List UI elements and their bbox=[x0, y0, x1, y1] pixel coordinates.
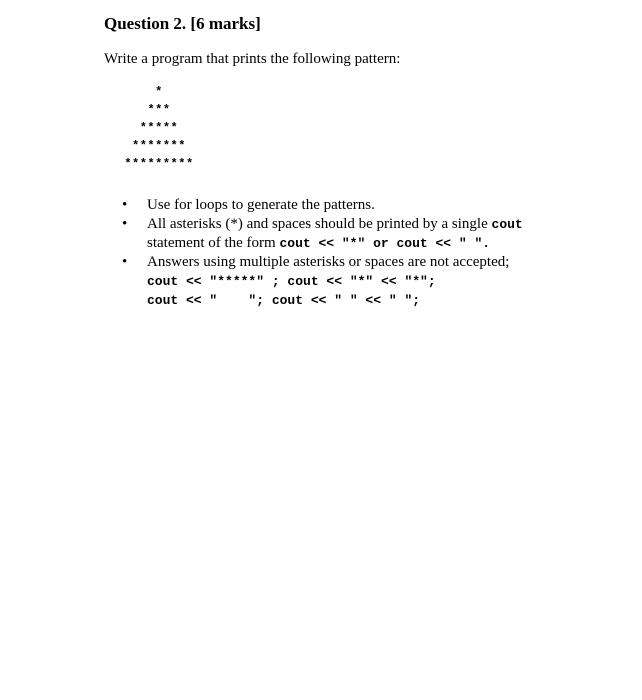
bullet-icon: • bbox=[122, 216, 128, 232]
requirement-line bbox=[147, 215, 618, 234]
pattern-row-5: ********* bbox=[124, 157, 194, 171]
bullet-icon: • bbox=[122, 254, 128, 270]
requirement-item bbox=[118, 196, 618, 215]
requirement-text: Answers using multiple asterisks or spaces are not accepted; bbox=[147, 254, 510, 270]
bullet-icon: • bbox=[122, 197, 128, 213]
question-prompt: Write a program that prints the following pattern: bbox=[104, 51, 401, 67]
requirements-list bbox=[118, 196, 618, 310]
requirement-text: Use for loops to generate the patterns. bbox=[147, 197, 375, 213]
requirement-item bbox=[118, 215, 618, 253]
code-snippet: cout bbox=[491, 217, 523, 232]
code-snippet: cout << "*" or cout << " ". bbox=[279, 236, 491, 251]
pattern-row-2: *** bbox=[147, 103, 171, 117]
code-example: cout << " "; cout << " " << " "; bbox=[147, 293, 421, 308]
pattern-row-4: ******* bbox=[132, 139, 186, 153]
pattern-row-1: * bbox=[155, 85, 163, 99]
requirement-item bbox=[118, 253, 618, 310]
requirement-text: statement of the form bbox=[147, 235, 280, 251]
pattern-row-3: ***** bbox=[139, 121, 179, 135]
requirement-text: All asterisks (*) and spaces should be printed by a single bbox=[147, 216, 492, 232]
requirement-line bbox=[147, 234, 618, 253]
question-title: Question 2. [6 marks] bbox=[104, 14, 261, 33]
code-example: cout << "*****" ; cout << "*" << "*"; bbox=[147, 274, 436, 289]
